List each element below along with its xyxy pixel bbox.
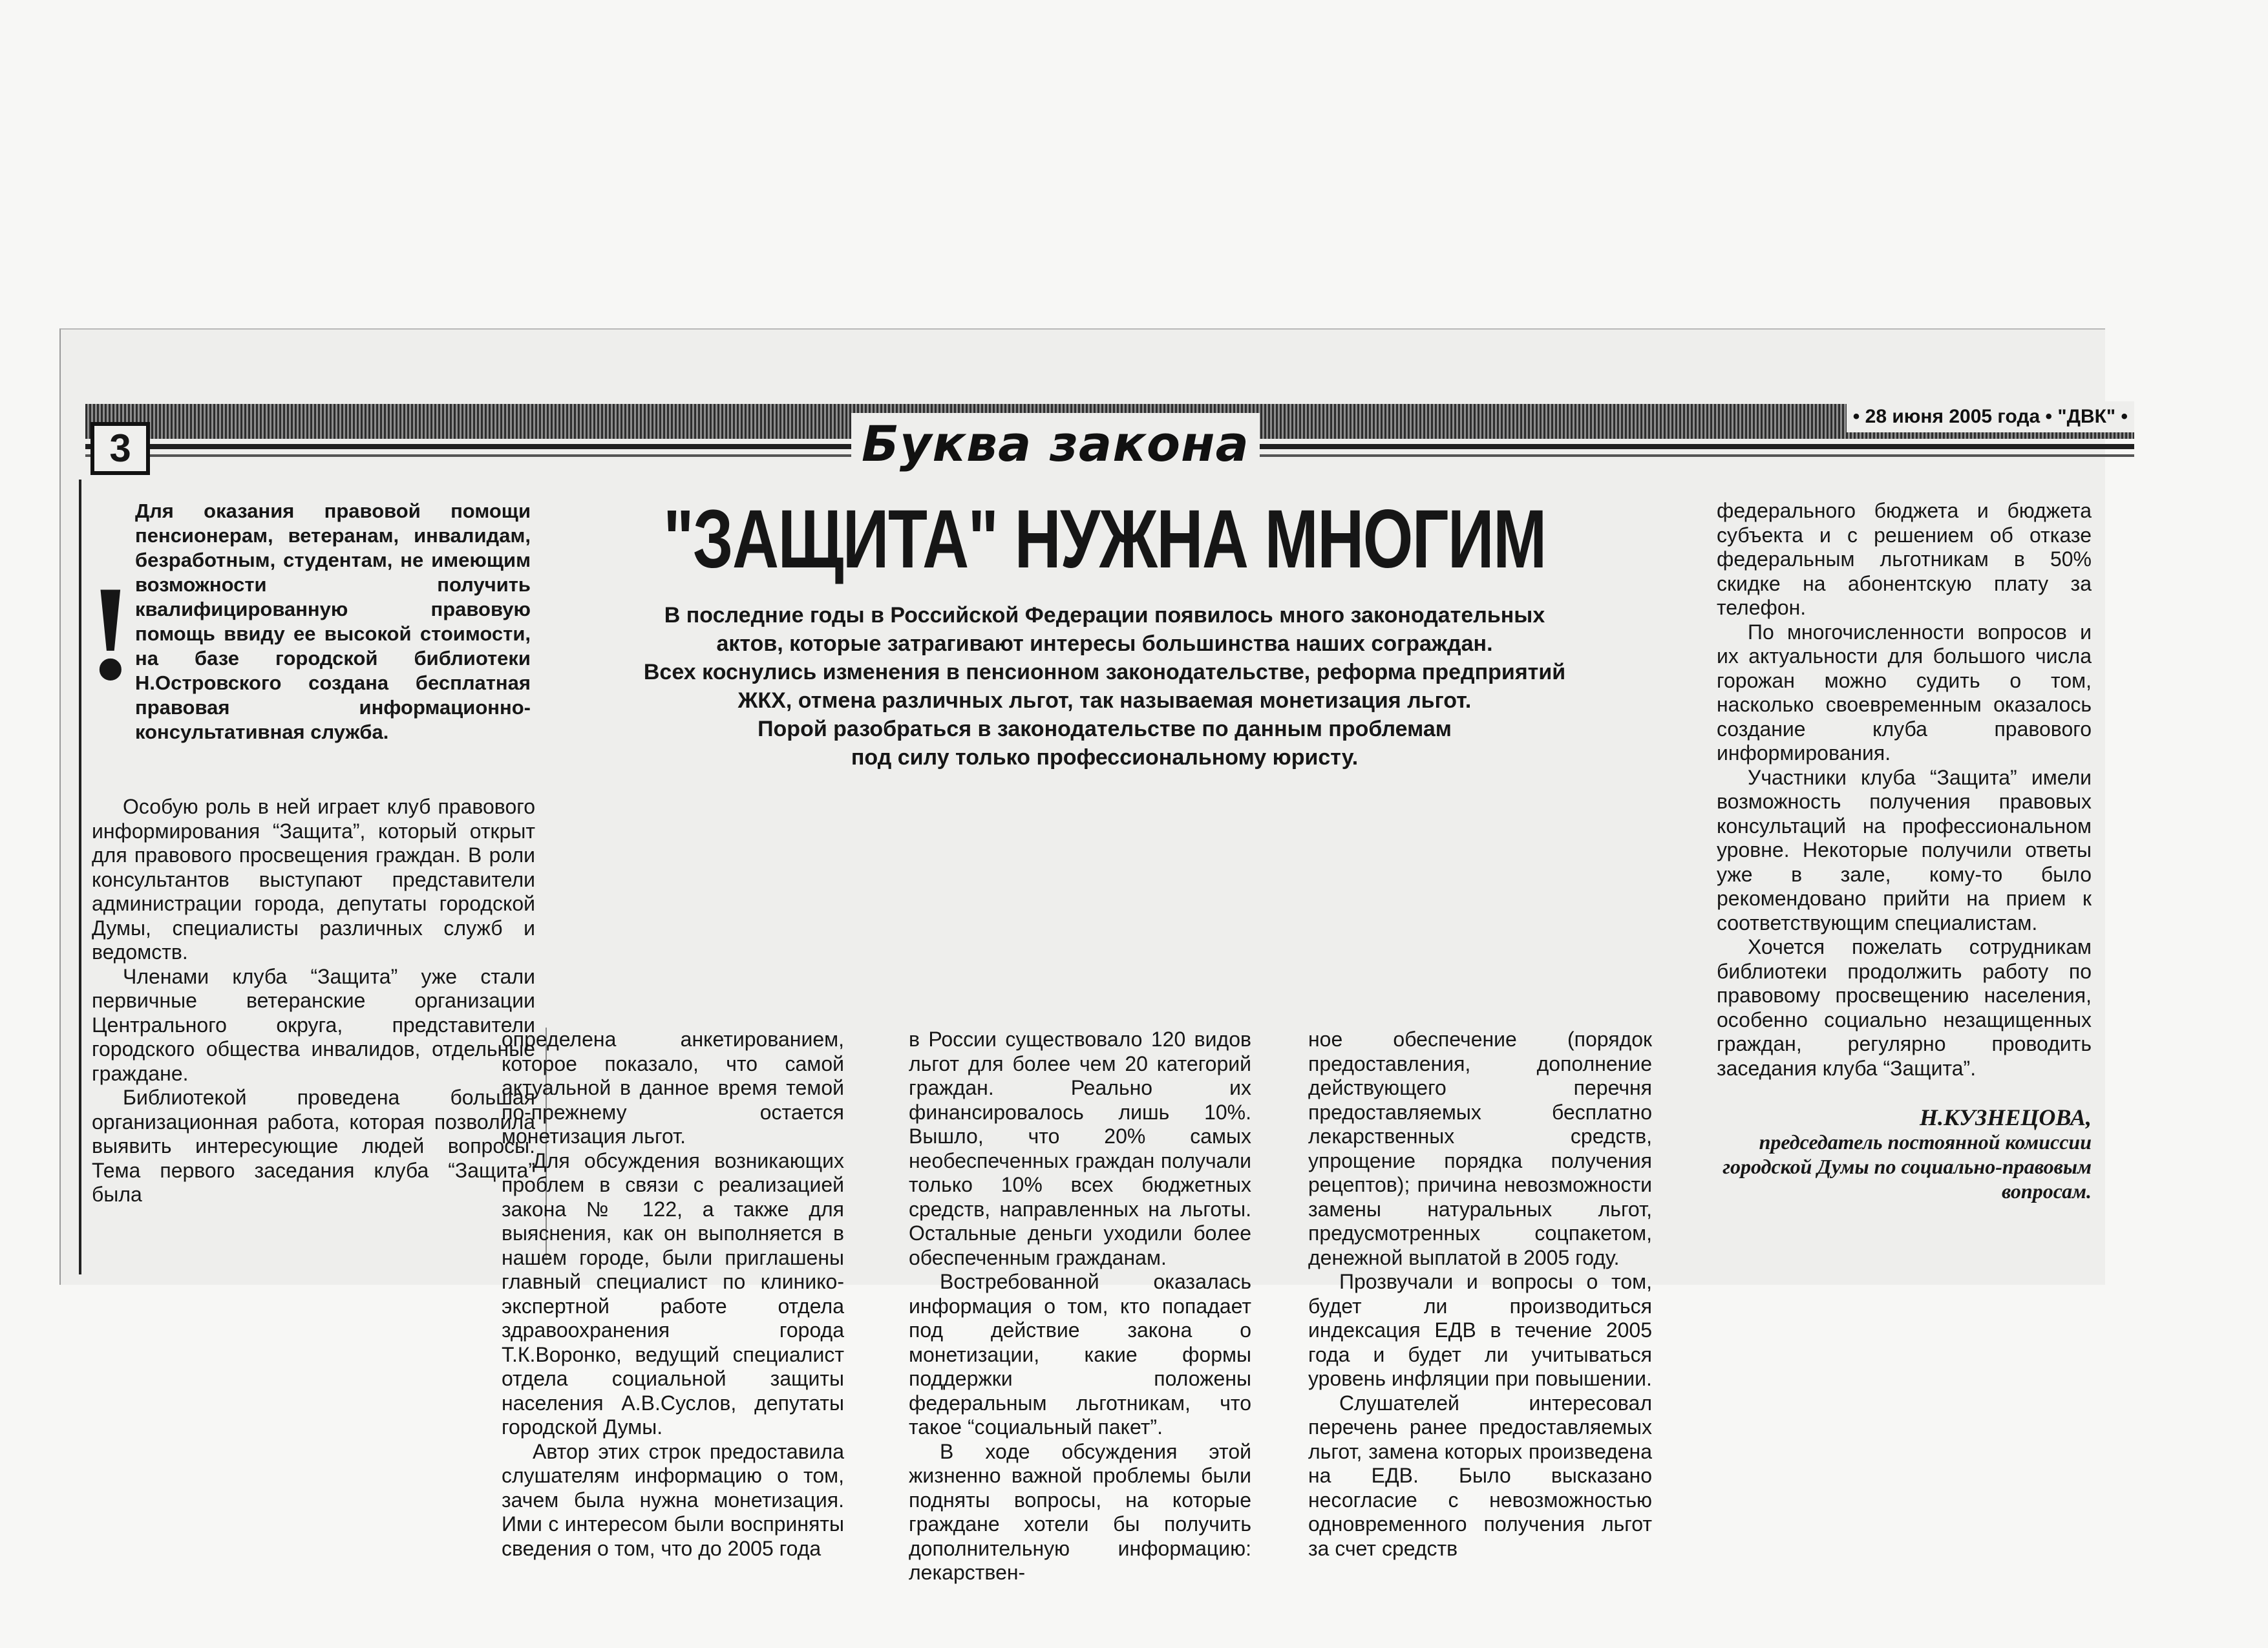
column-2 [502,1028,844,1561]
section-header [85,397,2134,476]
author-name: Н.КУЗНЕЦОВА, [1920,1104,2092,1130]
section-rubric: Буква закона [851,413,1260,475]
paragraph: Членами клуба “Защита” уже стали первичные ветеранские организации Центрального округа, представители городского общества инвалидов, отдельные граждане. [92,964,535,1085]
dateline: • 28 июня 2005 года • "ДВК" • [1847,401,2134,432]
deck-line: В последние годы в Российской Федерации появилось много законодательных [664,603,1545,628]
author-role: председатель постоянной комиссии городской Думы по социально-правовым вопросам. [1722,1130,2092,1203]
left-rule [79,480,81,1274]
deck-line: актов, которые затрагивают интересы большинства наших сограждан. [716,631,1493,656]
column-5 [1717,499,2092,1081]
paragraph: Библиотекой проведена большая организационная работа, которая позволила выявить интересующие людей вопросы. Тема первого заседания клуба “Защита” была [92,1086,535,1206]
paragraph: Востребованной оказалась информация о том, кто попадает под действие закона о монетизации, какие формы поддержки положены федеральным льготникам, что такое “социальный пакет”. [909,1270,1251,1439]
newspaper-clipping [59,328,2128,1584]
paragraph: в России существовало 120 видов льгот для более чем 20 категорий граждан. Реально их финансировалось лишь 10%. Вышло, что 20% самых необеспеченных граждан получали только 10% всех бюджетных средств, направленных на льготы. Остальные деньги уходили более обеспеченным гражданам. [909,1028,1251,1269]
paragraph: Участники клуба “Защита” имели возможность получения правовых консультаций на профессиональном уровне. Некоторые получили ответы уже в зале, кому-то было рекомендовано прийти на прием к соответствующим специалистам. [1717,765,2092,935]
article-title: "ЗАЩИТА" НУЖНА МНОГИМ [663,493,1546,586]
article-deck [513,601,1696,772]
deck-line: под силу только профессиональному юристу. [851,745,1359,770]
paragraph: Хочется пожелать сотрудникам библиотеки продолжить работу по правовому просвещению населения, особенно социально незащищенных граждан, регулярно проводить заседания клуба “Защита”. [1717,935,2092,1080]
paragraph: По многочисленности вопросов и их актуальности для большого числа горожан можно судить о том, насколько своевременным оказалось создание клуба правового информирования. [1717,620,2092,765]
paragraph: ное обеспечение (порядок предоставления, дополнение действующего перечня предоставляемых бесплатно лекарственных средств, упрощение порядка получения рецептов); причина невозможности замены натуральных льгот, предусмотренных соцпакетом, денежной выплатой в 2005 году. [1308,1028,1652,1269]
author-signature [1717,1105,2092,1203]
paragraph: Прозвучали и вопросы о том, будет ли производиться индексация ЕДВ в течение 2005 года и будет ли учитываться уровень инфляции при повышении. [1308,1270,1652,1390]
paragraph: федерального бюджета и бюджета субъекта и с решением об отказе федеральным льготникам в 50% скидке на абонентскую плату за телефон. [1717,499,2092,619]
paragraph: В ходе обсуждения этой жизненно важной проблемы были подняты вопросы, на которые граждане хотели бы получить дополнительную информацию: лекарствен- [909,1439,1251,1584]
paragraph: Для обсуждения возникающих проблем в связи с реализацией закона № 122, а также для выяснения, как он выполняется в нашем городе, были приглашены главный специалист по клинико-экспертной работе отдела здравоохранения города Т.К.Воронко, ведущий специалист отдела социальной защиты населения А.В.Суслов, депутаты городской Думы. [502,1148,844,1439]
page-number: 3 [90,422,150,475]
deck-line: Всех коснулись изменения в пенсионном законодательстве, реформа предприятий [643,660,1566,684]
paragraph: Особую роль в ней играет клуб правового информирования “Защита”, который открыт для правового просвещения граждан. В роли консультантов выступают представители администрации города, депутаты городской Думы, специалисты различных служб и ведомств. [92,795,535,964]
paragraph: Автор этих строк предоставила слушателям информацию о том, зачем была нужна монетизация. Ими с интересом были восприняты сведения о том, что до 2005 года [502,1439,844,1560]
exclamation-mark: ! [88,558,133,708]
paragraph: определена анкетированием, которое показало, что самой актуальной в данное время темой по-прежнему остается монетизация льгот. [502,1028,844,1148]
deck-line: Порой разобраться в законодательстве по данным проблемам [758,717,1452,741]
paragraph: Слушателей интересовал перечень ранее предоставляемых льгот, замена которых произведена на ЕДВ. Было высказано несогласие с невозможностью одновременного получения льгот за счет средств [1308,1391,1652,1560]
deck-line: ЖКХ, отмена различных льгот, так называемая монетизация льгот. [737,688,1472,713]
column-4 [1308,1028,1652,1561]
column-3 [909,1028,1251,1585]
column-1 [92,795,535,1207]
lead-paragraph: Для оказания правовой помощи пенсионерам, ветеранам, инвалидам, безработным, студентам, не имеющим возможности получить квалифицированную правовую помощь ввиду ее высокой стоимости, на базе городской библиотеки Н.Островского создана бесплатная правовая информационно-консультативная служба. [135,500,531,743]
